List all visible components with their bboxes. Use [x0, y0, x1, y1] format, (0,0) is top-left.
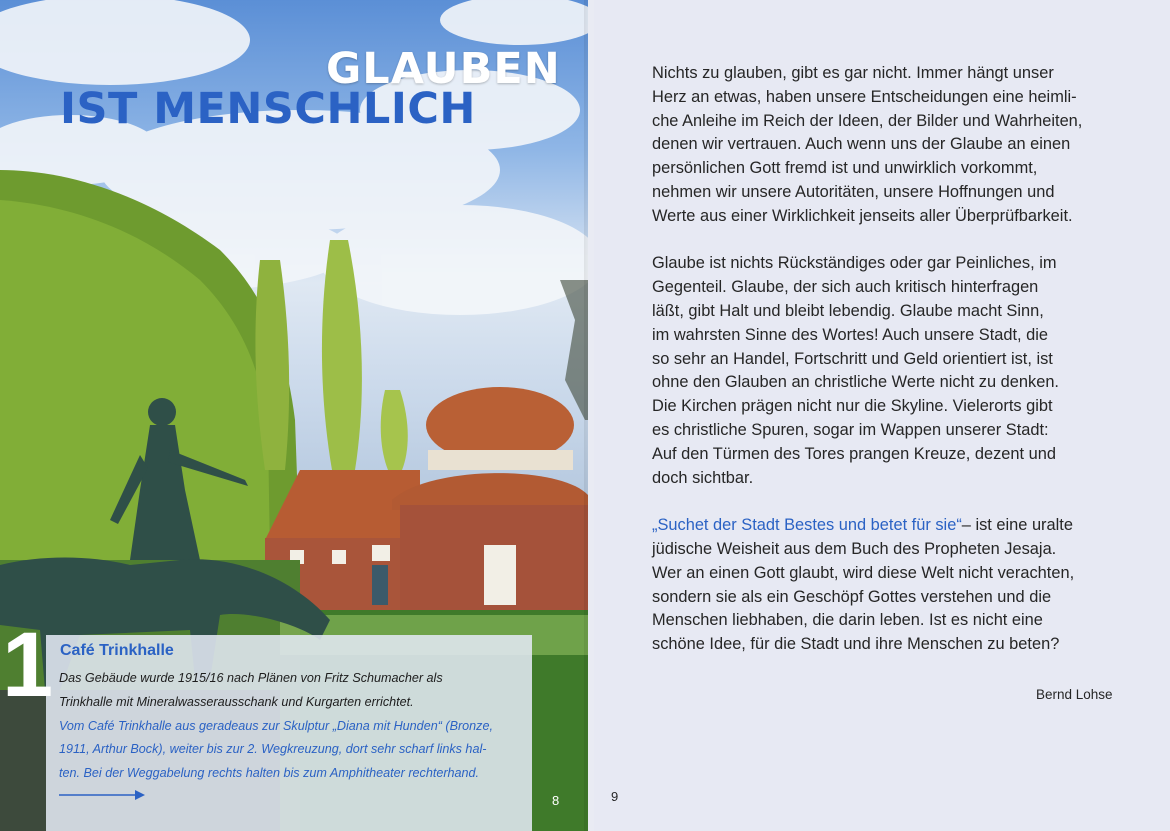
paragraph-3: „Suchet der Stadt Bestes und betet für sie“– ist eine uralte jüdische Weisheit aus dem Buch des Propheten Jesaja. Wer an einen Gott glaubt, wird diese Welt nicht verachten, sondern sie als ein Geschöpf Gottes verstehen und die Menschen liebhaben, die darin leben. Ist es nicht eine schöne Idee, für die Stadt und ihre Menschen zu beten?	[652, 516, 1075, 654]
info-title: Café Trinkhalle	[60, 642, 174, 659]
arrow-right-icon	[59, 788, 145, 802]
info-line: Trinkhalle mit Mineralwasserausschank und Kurgarten errichtet.	[59, 694, 414, 709]
title-line-2: IST MENSCHLICH	[60, 84, 476, 134]
paragraph-2: Glaube ist nichts Rückständiges oder gar Peinliches, im Gegenteil. Glaube, der sich auch kritisch hinterfragen läßt, gibt Halt und bleibt lebendig. Glaube macht Sinn, im wahrsten Sinne des Wortes! Auch unsere Stadt, die so sehr an Handel, Fortschritt und Geld orientiert ist, ist ohne den Glauben an christliche Werte nicht zu denken. Die Kirchen prägen nicht nur die Skyline. Vielerorts gibt es christliche Spuren, sogar im Wappen unserer Stadt: Auf den Türmen des Tores prangen Kreuze, dezent und doch sichtbar.	[652, 254, 1059, 487]
page-title	[0, 0, 588, 140]
stop-number: 1	[2, 614, 54, 716]
author-name: Bernd Lohse	[1036, 687, 1113, 702]
directions-line: ten. Bei der Weggabelung rechts halten bis zum Amphitheater rechterhand.	[59, 766, 480, 781]
body-text	[652, 62, 1122, 681]
cafe-building	[265, 387, 588, 610]
title-line-1: GLAUBEN	[326, 44, 561, 94]
paragraph-1: Nichts zu glauben, gibt es gar nicht. Immer hängt unser Herz an etwas, haben unsere Entscheidungen eine heimli- che Anleihe im Reich der Ideen, der Bilder und Wahrheiten, denen wir vertrauen. Auch wenn uns der Glaube an einen persönlichen Gott fremd ist und unwirklich vorkommt, nehmen wir unsere Autoritäten, unsere Hoffnungen und Werte aus einer Wirklichkeit jenseits aller Überprüfbarkeit.	[652, 64, 1083, 225]
directions-line: Vom Café Trinkhalle aus geradeaus zur Skulptur „Diana mit Hunden“ (Bronze,	[59, 718, 493, 733]
info-text	[59, 667, 529, 786]
directions-line: 1911, Arthur Bock), weiter bis zur 2. Wegkreuzung, dort sehr scharf links hal-	[59, 742, 487, 757]
bible-quote: „Suchet der Stadt Bestes und betet für sie“	[652, 516, 962, 535]
right-page	[594, 0, 1170, 831]
page-number-right: 9	[611, 789, 619, 804]
page-number-left: 8	[552, 793, 560, 808]
info-line: Das Gebäude wurde 1915/16 nach Plänen von Fritz Schumacher als	[59, 671, 443, 685]
